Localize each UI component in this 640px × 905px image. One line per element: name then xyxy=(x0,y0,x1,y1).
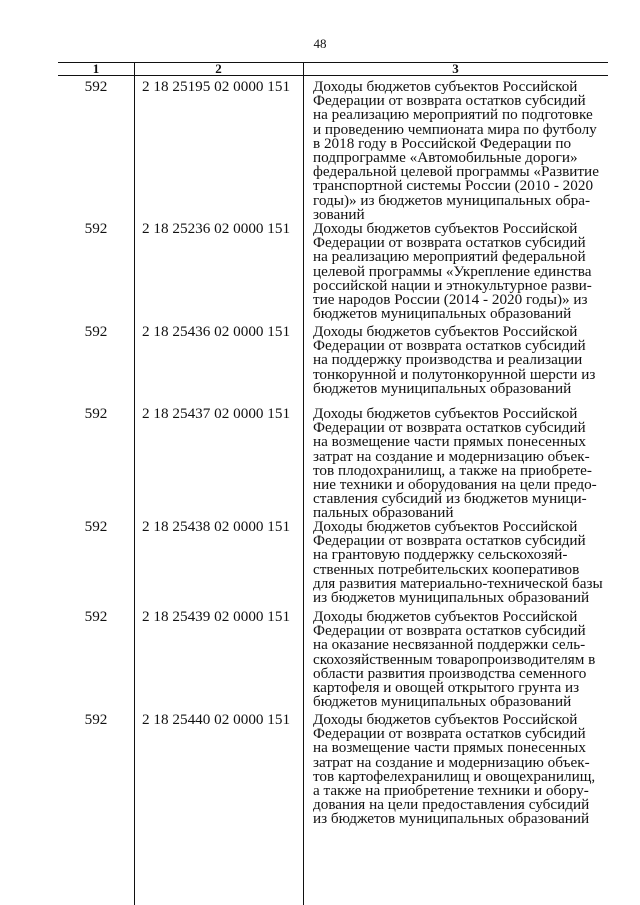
column-divider-1 xyxy=(134,62,135,905)
description-line: Федерации от возврата остатков субсидий xyxy=(313,725,586,743)
description-line: Доходы бюджетов субъектов Российской xyxy=(313,78,578,95)
description-line: Доходы бюджетов субъектов Российской xyxy=(313,608,578,625)
description-line: годы)» из бюджетов муниципальных обра- xyxy=(313,191,591,209)
description-cell xyxy=(313,407,603,521)
page-number: 48 xyxy=(313,36,327,51)
kbk-code-cell: 2 18 25438 02 0000 151 xyxy=(142,518,291,535)
description-line: зований xyxy=(313,205,365,223)
description-line: для развития материально-технической базы xyxy=(313,574,603,592)
description-line: затрат на создание и модернизацию объек- xyxy=(313,447,590,465)
description-line: федеральной целевой программы «Развитие xyxy=(313,163,599,181)
description-line: тов плодохранилищ, а также на приобрете- xyxy=(313,461,592,479)
column-header-2: 2 xyxy=(215,61,222,76)
description-line: Федерации от возврата остатков субсидий xyxy=(313,622,586,640)
description-line: ние техники и оборудования на цели предо- xyxy=(313,476,597,494)
description-line: бюджетов муниципальных образований xyxy=(313,379,572,397)
admin-code-cell: 592 xyxy=(84,220,108,237)
description-line: Доходы бюджетов субъектов Российской xyxy=(313,518,578,535)
admin-code-cell: 592 xyxy=(84,405,108,422)
description-line: транспортной системы России (2010 - 2020 xyxy=(313,177,594,195)
description-line: картофеля и овощей открытого грунта из xyxy=(313,679,580,697)
admin-code-cell: 592 xyxy=(84,608,108,625)
kbk-code-cell: 2 18 25440 02 0000 151 xyxy=(142,711,291,728)
description-line: Доходы бюджетов субъектов Российской xyxy=(313,220,578,237)
kbk-code-cell: 2 18 25439 02 0000 151 xyxy=(142,608,291,625)
description-line: тонкорунной и полутонкорунной шерсти из xyxy=(313,365,596,383)
column-header-3: 3 xyxy=(452,61,459,76)
description-line: на оказание несвязанной поддержки сель- xyxy=(313,636,586,654)
description-line: Федерации от возврата остатков субсидий xyxy=(313,532,586,550)
description-line: бюджетов муниципальных образований xyxy=(313,305,572,323)
description-line: Федерации от возврата остатков субсидий xyxy=(313,419,586,437)
description-line: скохозяйственным товаропроизводителям в xyxy=(313,650,596,668)
description-line: а также на приобретение техники и обору- xyxy=(313,782,589,800)
description-line: затрат на создание и модернизацию объек- xyxy=(313,753,590,771)
admin-code-cell: 592 xyxy=(84,711,108,728)
description-line: бюджетов муниципальных образований xyxy=(313,693,572,711)
description-line: Федерации от возврата остатков субсидий xyxy=(313,234,586,252)
description-line: Доходы бюджетов субъектов Российской xyxy=(313,323,578,340)
description-cell xyxy=(313,80,603,222)
kbk-code-cell: 2 18 25236 02 0000 151 xyxy=(142,220,291,237)
description-line: области развития производства семенного xyxy=(313,664,587,682)
description-line: в 2018 году в Российской Федерации по xyxy=(313,134,572,152)
description-line: на грантовую поддержку сельскохозяй- xyxy=(313,546,568,564)
description-line: дования на цели предоставления субсидий xyxy=(313,796,590,814)
description-line: тов картофелехранилищ и овощехранилищ, xyxy=(313,767,596,785)
description-line: из бюджетов муниципальных образований xyxy=(313,589,590,607)
description-cell xyxy=(313,325,603,396)
description-line: на реализацию мероприятий по подготовке xyxy=(313,106,593,124)
description-line: на поддержку производства и реализации xyxy=(313,351,583,369)
description-line: целевой программы «Укрепление единства xyxy=(313,262,592,280)
column-divider-2 xyxy=(303,62,304,905)
description-line: ставления субсидий из бюджетов муници- xyxy=(313,490,587,508)
description-line: тие народов России (2014 - 2020 годы)» из xyxy=(313,291,588,309)
kbk-code-cell: 2 18 25437 02 0000 151 xyxy=(142,405,291,422)
kbk-code-cell: 2 18 25195 02 0000 151 xyxy=(142,78,291,95)
description-line: российской нации и этнокультурное разви- xyxy=(313,276,592,294)
revenue-codes-table xyxy=(58,62,608,905)
kbk-code-cell: 2 18 25436 02 0000 151 xyxy=(142,323,291,340)
description-line: Доходы бюджетов субъектов Российской xyxy=(313,405,578,422)
description-cell xyxy=(313,520,603,605)
description-line: Доходы бюджетов субъектов Российской xyxy=(313,711,578,728)
description-line: ственных потребительских кооперативов xyxy=(313,560,580,578)
description-line: на возмещение части прямых понесенных xyxy=(313,739,586,757)
description-line: на реализацию мероприятий федеральной xyxy=(313,248,586,266)
column-header-1: 1 xyxy=(92,61,100,76)
description-cell xyxy=(313,610,603,709)
admin-code-cell: 592 xyxy=(84,518,108,535)
description-line: подпрограмме «Автомобильные дороги» xyxy=(313,149,578,167)
description-line: Федерации от возврата остатков субсидий xyxy=(313,92,586,110)
description-line: из бюджетов муниципальных образований xyxy=(313,810,590,828)
description-line: и проведению чемпионата мира по футболу xyxy=(313,120,597,138)
admin-code-cell: 592 xyxy=(84,78,108,95)
description-cell xyxy=(313,222,603,321)
description-line: пальных образований xyxy=(313,504,454,522)
admin-code-cell: 592 xyxy=(84,323,108,340)
description-line: Федерации от возврата остатков субсидий xyxy=(313,337,586,355)
description-line: на возмещение части прямых понесенных xyxy=(313,433,586,451)
description-cell xyxy=(313,713,603,827)
